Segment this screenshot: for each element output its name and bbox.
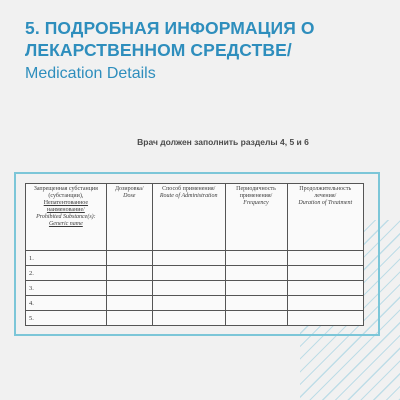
dose-cell[interactable]	[106, 251, 152, 266]
row-number: 4.	[26, 296, 107, 311]
section-title-en: Medication Details	[25, 65, 156, 82]
duration-cell[interactable]	[287, 266, 364, 281]
route-cell[interactable]	[152, 266, 225, 281]
duration-cell[interactable]	[287, 251, 364, 266]
duration-cell[interactable]	[287, 296, 364, 311]
table-row	[26, 281, 364, 296]
row-number: 2.	[26, 266, 107, 281]
route-cell[interactable]	[152, 281, 225, 296]
header-frequency	[225, 184, 287, 251]
instruction-text: Врач должен заполнить разделы 4, 5 и 6	[137, 137, 309, 147]
header-duration-ru: Продолжительность лечения/	[299, 186, 352, 199]
header-dose-ru: Дозировка/	[114, 186, 144, 192]
row-number: 5.	[26, 311, 107, 326]
header-substance	[26, 184, 107, 251]
route-cell[interactable]	[152, 311, 225, 326]
header-frequency-en: Frequency	[243, 200, 269, 206]
medication-table	[25, 183, 364, 326]
dose-cell[interactable]	[106, 296, 152, 311]
header-dose	[106, 184, 152, 251]
header-duration	[287, 184, 364, 251]
table-header-row	[26, 184, 364, 251]
frequency-cell[interactable]	[225, 251, 287, 266]
table-row	[26, 251, 364, 266]
route-cell[interactable]	[152, 251, 225, 266]
header-route-en: Route of Administration	[159, 193, 218, 199]
dose-cell[interactable]	[106, 311, 152, 326]
route-cell[interactable]	[152, 296, 225, 311]
frequency-cell[interactable]	[225, 266, 287, 281]
header-duration-en: Duration of Treatment	[298, 200, 353, 206]
header-route-ru: Способ применения/	[162, 186, 216, 192]
row-number: 3.	[26, 281, 107, 296]
header-frequency-ru: Периодичность применения/	[236, 186, 276, 199]
duration-cell[interactable]	[287, 281, 364, 296]
table-row	[26, 311, 364, 326]
header-route	[152, 184, 225, 251]
section-title-ru: 5. ПОДРОБНАЯ ИНФОРМАЦИЯ О ЛЕКАРСТВЕННОМ СРЕДСТВЕ/	[25, 18, 315, 60]
header-substance-en: Prohibited Substance(s):	[36, 214, 96, 220]
dose-cell[interactable]	[106, 281, 152, 296]
header-substance-ru-underlined: Непатентованное наименование/	[43, 200, 89, 213]
header-substance-ru: Запрещенная субстанция (субстанции),	[33, 186, 98, 199]
table-row	[26, 296, 364, 311]
frequency-cell[interactable]	[225, 281, 287, 296]
duration-cell[interactable]	[287, 311, 364, 326]
row-number: 1.	[26, 251, 107, 266]
header-substance-en-underlined: Generic name	[48, 221, 83, 227]
frequency-cell[interactable]	[225, 296, 287, 311]
frequency-cell[interactable]	[225, 311, 287, 326]
header-dose-en: Dose	[123, 193, 136, 199]
dose-cell[interactable]	[106, 266, 152, 281]
table-row	[26, 266, 364, 281]
